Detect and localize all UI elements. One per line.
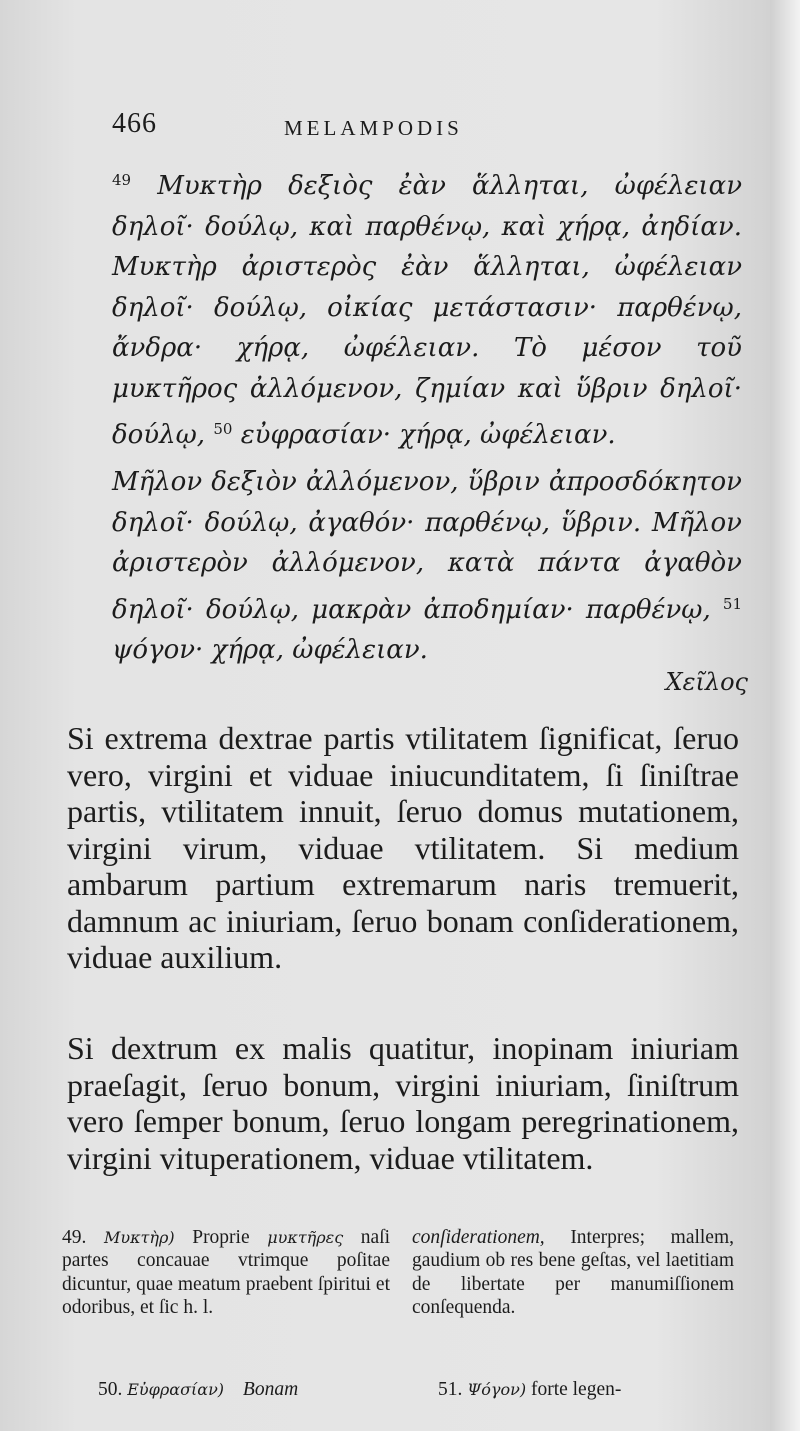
note-italic-word: conſiderationem, xyxy=(412,1227,545,1248)
footnote-49-continued xyxy=(412,1226,734,1319)
note-number: 51. xyxy=(438,1379,463,1400)
page-edge xyxy=(770,0,800,1431)
note-number: 49. xyxy=(62,1227,87,1248)
footnote-51 xyxy=(438,1378,621,1401)
latin-paragraph-1: Si extrema dextrae partis vtilitatem ſignificat, ſeruo vero, virgini et viduae iniucunditatem, ſi ſiniſtrae partis, vtilitatem innuit, ſeruo domus mutationem, virgini virum, viduae vtilitatem. Si medium ambarum partium extremarum naris tremuerit, damnum ac iniuriam, ſeruo bonam conſiderationem, viduae auxilium. xyxy=(67,720,739,975)
note-greek-word: μυκτῆρες xyxy=(267,1228,344,1247)
latin-paragraph-2: Si dextrum ex malis quatitur, inopinam iniuriam praeſagit, ſeruo bonum, virgini iniuriam, ſiniſtrum vero ſemper bonum, ſeruo longam peregrinationem, virgini vituperationem, viduae vtilitatem. xyxy=(67,1030,739,1176)
note-text: naſi partes concauae vtrimque poſitae dicuntur, quae meatum praebent ſpiritui et odoribus, et ſic h. l. xyxy=(62,1227,391,1318)
note-greek-word: Μυκτὴρ) xyxy=(103,1228,175,1247)
running-head: MELAMPODIS xyxy=(284,116,463,140)
catchword: Χεῖλος xyxy=(665,668,748,696)
greek-text: ψόγον· χήρᾳ, ὠφέλειαν. xyxy=(112,635,428,665)
footnote-49 xyxy=(62,1226,390,1319)
note-text: Proprie xyxy=(192,1227,250,1248)
section-number: 50 xyxy=(213,420,233,438)
footnote-50 xyxy=(98,1378,298,1401)
footnotes xyxy=(62,1226,734,1416)
greek-paragraph-melon xyxy=(112,462,742,671)
greek-text: Μῆλον δεξιὸν ἀλλόμενον, ὕβριν ἀπροσδόκητον δηλοῖ· δούλῳ, ἀγαθόν· παρθένῳ, ὕβριν. Μῆλον ἀριστερὸν ἀλλόμενον, κατὰ πάντα ἀγαθὸν δηλοῖ· δούλῳ, μακρὰν ἀποδημίαν· παρθένῳ, xyxy=(112,467,742,625)
greek-text: Μυκτὴρ δεξιὸς ἐὰν ἅλληται, ὠφέλειαν δηλοῖ· δούλῳ, καὶ παρθένῳ, καὶ χήρᾳ, ἀηδίαν. Μυκτὴρ ἀριστερὸς ἐὰν ἅλληται, ὠφέλειαν δηλοῖ· δούλῳ, οἰκίας μετάστασιν· παρθένῳ, ἄνδρα· χήρᾳ, ὠφέλειαν. Τὸ μέσον τοῦ μυκτῆρος ἀλλόμενον, ζημίαν καὶ ὕβριν δηλοῖ· δούλῳ, xyxy=(112,171,742,450)
note-greek-word: Εὐφρασίαν) xyxy=(127,1380,225,1399)
section-number: 51 xyxy=(722,594,742,613)
greek-paragraph-49 xyxy=(112,160,742,456)
note-text: forte legen- xyxy=(530,1379,622,1400)
note-greek-word: Ψόγον) xyxy=(467,1380,527,1399)
section-number: 49 xyxy=(112,171,132,189)
note-text: Interpres; mallem, gaudium ob res bene geſtas, vel laetitiam de libertate per manumiſſionem conſequenda. xyxy=(412,1227,735,1318)
greek-text: εὐφρασίαν· χήρᾳ, ὠφέλειαν. xyxy=(240,420,616,450)
page-header xyxy=(112,108,752,148)
page-number: 466 xyxy=(112,108,157,139)
note-italic-word: Bonam xyxy=(242,1379,299,1400)
note-number: 50. xyxy=(98,1379,123,1400)
